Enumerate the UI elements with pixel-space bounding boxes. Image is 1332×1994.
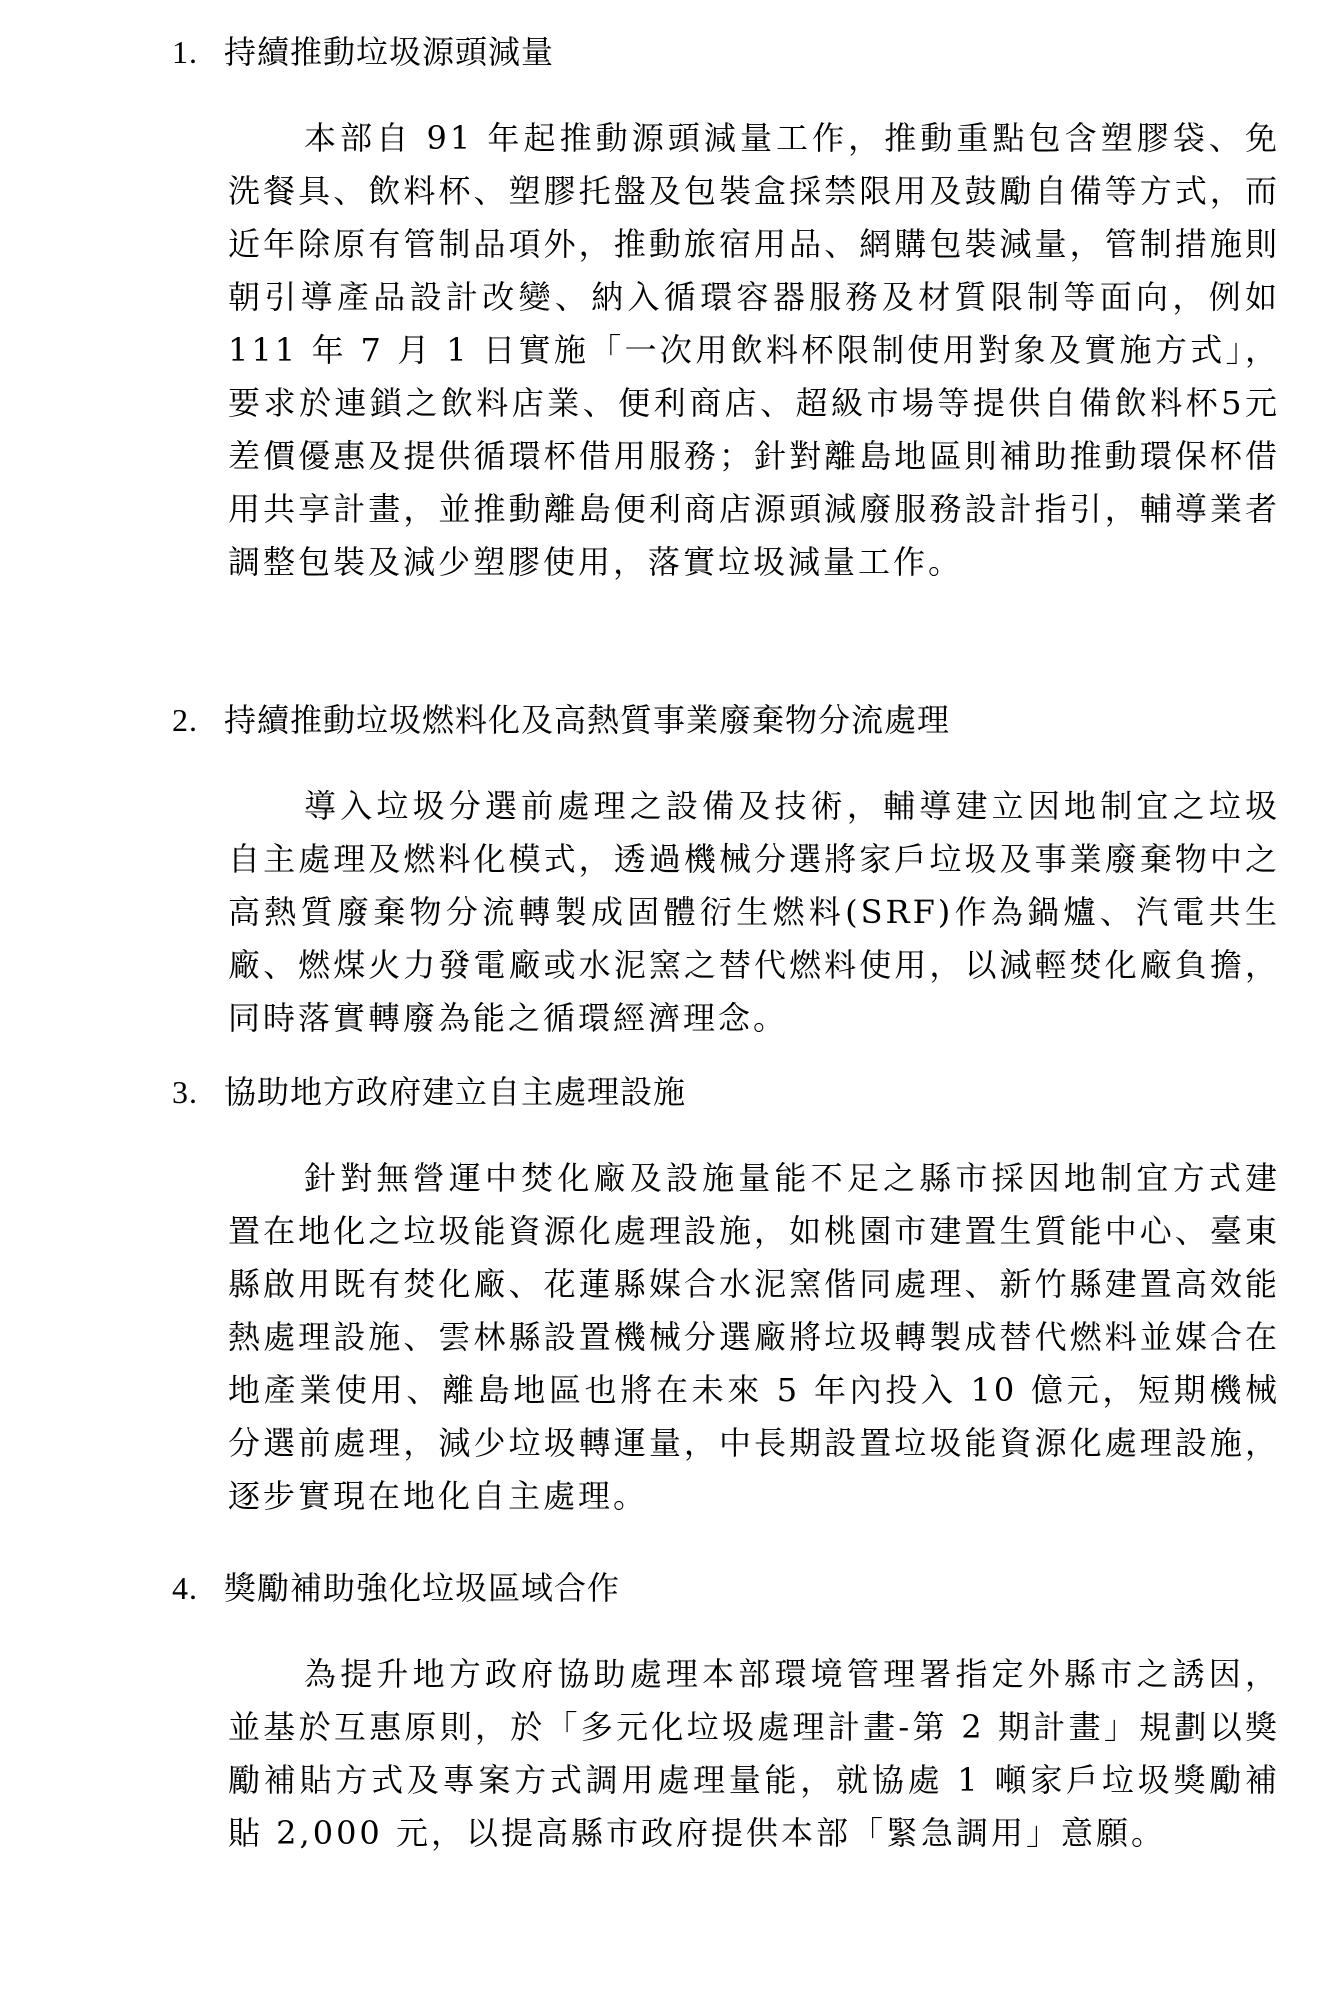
section-3-number: 3.: [172, 1074, 198, 1110]
section-3-heading: [172, 1072, 686, 1112]
section-3-body: 針對無營運中焚化廠及設施量能不足之縣市採因地制宜方式建置在地化之垃圾能資源化處理設施，如桃園市建置生質能中心、臺東縣啟用既有焚化廠、花蓮縣媒合水泥窯偕同處理、新竹縣建置高效能熱處理設施、雲林縣設置機械分選廠將垃圾轉製成替代燃料並媒合在地產業使用、離島地區也將在未來 5 年內投入 10 億元，短期機械分選前處理，減少垃圾轉運量，中長期設置垃圾能資源化處理設施，逐步實現在地化自主處理。: [228, 1159, 1280, 1515]
section-2-body: 導入垃圾分選前處理之設備及技術，輔導建立因地制宜之垃圾自主處理及燃料化模式，透過機械分選將家戶垃圾及事業廢棄物中之高熱質廢棄物分流轉製成固體衍生燃料(SRF)作為鍋爐、汽電共生廠、燃煤火力發電廠或水泥窯之替代燃料使用，以減輕焚化廠負擔，同時落實轉廢為能之循環經濟理念。: [228, 787, 1280, 1037]
section-2-title: 持續推動垃圾燃料化及高熱質事業廢棄物分流處理: [224, 701, 951, 739]
section-1-title: 持續推動垃圾源頭減量: [224, 33, 555, 71]
section-2-heading: [172, 700, 950, 740]
section-1-heading: [172, 32, 554, 72]
section-4-heading: [172, 1568, 620, 1608]
section-1-number: 1.: [172, 34, 198, 70]
section-4-number: 4.: [172, 1570, 198, 1606]
section-4-title: 獎勵補助強化垃圾區域合作: [224, 1569, 621, 1607]
section-3-title: 協助地方政府建立自主處理設施: [224, 1073, 687, 1111]
section-1-body: 本部自 91 年起推動源頭減量工作，推動重點包含塑膠袋、免洗餐具、飲料杯、塑膠托盤及包裝盒採禁限用及鼓勵自備等方式，而近年除原有管制品項外，推動旅宿用品、網購包裝減量，管制措施則朝引導產品設計改變、納入循環容器服務及材質限制等面向，例如 111 年 7 月 1 日實施「一次用飲料杯限制使用對象及實施方式」，要求於連鎖之飲料店業、便利商店、超級市場等提供自備飲料杯5元差價優惠及提供循環杯借用服務；針對離島地區則補助推動環保杯借用共享計畫，並推動離島便利商店源頭減廢服務設計指引，輔導業者調整包裝及減少塑膠使用，落實垃圾減量工作。: [228, 119, 1280, 581]
section-2-number: 2.: [172, 702, 198, 738]
section-4-body: 為提升地方政府協助處理本部環境管理署指定外縣市之誘因，並基於互惠原則，於「多元化垃圾處理計畫-第 2 期計畫」規劃以獎勵補貼方式及專案方式調用處理量能，就協處 1 噸家戶垃圾獎勵補貼 2,000 元，以提高縣市政府提供本部「緊急調用」意願。: [228, 1655, 1280, 1852]
